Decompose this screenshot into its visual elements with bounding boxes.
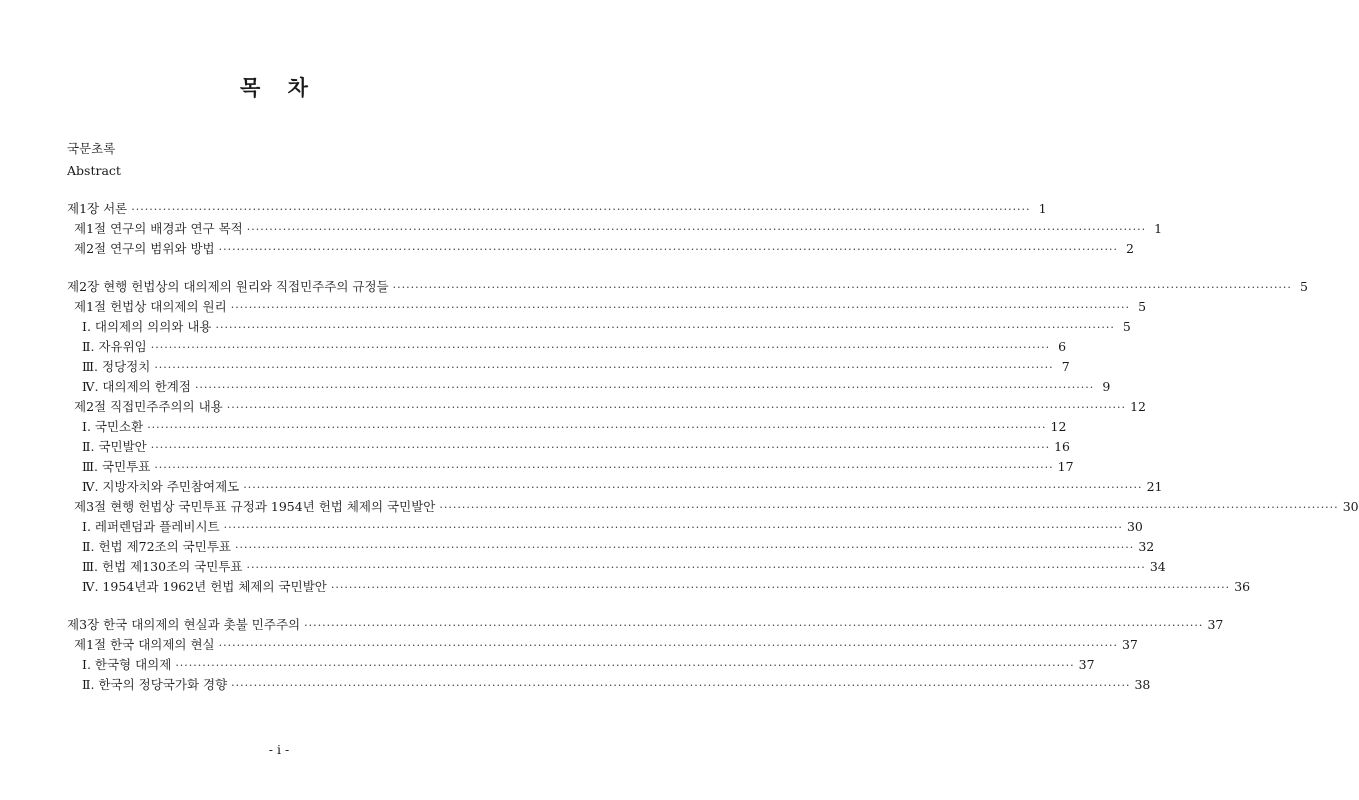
toc-entry: [82, 317, 1131, 337]
toc-entry: [67, 615, 1224, 635]
page-title: 목 차: [240, 75, 318, 100]
toc-entry-title: Ⅱ. 한국의 정당국가화 경향: [82, 677, 228, 692]
toc-entry-title: Ⅱ. 헌법 제72조의 국민투표: [82, 539, 231, 554]
toc-leader-dots: ········································································································································································································: [392, 281, 1292, 294]
toc-entry-title: 제1절 연구의 배경과 연구 목적: [74, 221, 243, 236]
toc-entry: [82, 417, 1067, 437]
toc-entry-title: Ⅰ. 한국형 대의제: [82, 657, 172, 672]
toc-entry-title: Ⅳ. 1954년과 1962년 헌법 체제의 국민발안: [82, 579, 327, 594]
toc-entry: [82, 457, 1074, 477]
toc-entry-page: 30: [1126, 519, 1143, 534]
toc-entry: [74, 239, 1134, 259]
toc-entry-page: 17: [1057, 459, 1074, 474]
toc-entry-page: 1: [1038, 201, 1047, 216]
toc-leader-dots: ········································································································································································································: [215, 321, 1115, 334]
toc-leader-dots: ········································································································································································································: [304, 619, 1204, 632]
toc-entry-page: 37: [1121, 637, 1138, 652]
toc-entry: [74, 397, 1146, 417]
toc-entry-page: 5: [1138, 299, 1147, 314]
toc-entry: [74, 219, 1163, 239]
toc-leader-dots: ········································································································································································································: [234, 541, 1135, 554]
toc-entry-title: Ⅱ. 국민발안: [82, 439, 147, 454]
toc-entry-title: 제1절 한국 대의제의 현실: [74, 637, 215, 652]
toc-entry-title: 제2장 현행 헌법상의 대의제의 원리와 직접민주주의 규정들: [67, 279, 389, 294]
toc-entry-page: 38: [1134, 677, 1151, 692]
toc-leader-dots: ········································································································································································································: [131, 203, 1031, 216]
toc-entry: [67, 277, 1308, 297]
toc-entry-title: Ⅱ. 자유위임: [82, 339, 147, 354]
toc-entry-page: 16: [1054, 439, 1070, 454]
toc-entry: [74, 297, 1147, 317]
toc-entry-page: 12: [1050, 419, 1067, 434]
toc-leader-dots: ········································································································································································································: [150, 441, 1051, 454]
toc-entry-title: 제3장 한국 대의제의 현실과 촛불 민주주의: [67, 617, 301, 632]
toc-entry: [82, 675, 1151, 695]
toc-leader-dots: ········································································································································································································: [194, 381, 1095, 394]
toc-entry-page: 5: [1299, 279, 1308, 294]
toc-leader-dots: ········································································································································································································: [154, 461, 1054, 474]
toc-leader-dots: ········································································································································································································: [218, 243, 1118, 256]
toc-entry: [82, 517, 1143, 537]
toc-leader-dots: ········································································································································································································: [330, 581, 1231, 594]
toc-entry: [82, 557, 1166, 577]
toc-entry-page: 21: [1146, 479, 1163, 494]
toc-entry: [67, 199, 1047, 219]
toc-entry-title: 제2절 연구의 범위와 방법: [74, 241, 215, 256]
toc-entry-title: 제2절 직접민주주의의 내용: [74, 399, 223, 414]
toc-entry-title: 제1절 헌법상 대의제의 원리: [74, 299, 227, 314]
toc-entry-title: Ⅰ. 대의제의 의의와 내용: [82, 319, 212, 334]
toc-entry: [82, 357, 1070, 377]
toc-entry-title: Ⅳ. 대의제의 한계점: [82, 379, 191, 394]
toc-entry-title: Ⅰ. 국민소환: [82, 419, 144, 434]
toc-entry: [74, 497, 1359, 517]
toc-entry-title: Ⅲ. 헌법 제130조의 국민투표: [82, 559, 243, 574]
toc-leader-dots: ········································································································································································································: [150, 341, 1051, 354]
toc-entry-title: 제1장 서론: [67, 201, 128, 216]
toc-leader-dots: ········································································································································································································: [147, 421, 1047, 434]
toc-leader-dots: ········································································································································································································: [218, 639, 1118, 652]
toc-entry-page: 34: [1149, 559, 1166, 574]
toc-entry-page: 2: [1126, 241, 1134, 256]
toc-entry: [82, 477, 1163, 497]
toc-leader-dots: ········································································································································································································: [439, 501, 1339, 514]
toc-entry-title: Ⅰ. 레퍼렌덤과 플레비시트: [82, 519, 220, 534]
toc-entry-page: 7: [1061, 359, 1070, 374]
toc-entry-page: 37: [1207, 617, 1224, 632]
toc-leader-dots: ········································································································································································································: [230, 301, 1131, 314]
toc-leader-dots: ········································································································································································································: [246, 223, 1147, 236]
page-number: - i -: [268, 742, 290, 757]
korean-abstract-label: 국문초록: [67, 141, 116, 156]
toc-entry: [82, 655, 1095, 675]
toc-leader-dots: ········································································································································································································: [154, 361, 1054, 374]
toc-leader-dots: ········································································································································································································: [226, 401, 1127, 414]
toc-entry: [82, 577, 1251, 597]
toc-entry: [82, 377, 1111, 397]
table-of-contents: [0, 199, 1359, 695]
toc-leader-dots: ········································································································································································································: [223, 521, 1123, 534]
toc-entry-title: Ⅳ. 지방자치와 주민참여제도: [82, 479, 240, 494]
toc-entry: [74, 635, 1138, 655]
toc-entry-page: 32: [1138, 539, 1155, 554]
toc-entry-title: Ⅲ. 정당정치: [82, 359, 151, 374]
toc-entry: [82, 337, 1067, 357]
toc-entry-title: Ⅲ. 국민투표: [82, 459, 151, 474]
toc-entry-page: 5: [1122, 319, 1131, 334]
toc-entry: [82, 537, 1155, 557]
english-abstract-label: Abstract: [67, 163, 121, 178]
toc-leader-dots: ········································································································································································································: [175, 659, 1075, 672]
toc-entry-page: 36: [1234, 579, 1251, 594]
front-matter: [67, 138, 121, 182]
toc-entry-title: 제3절 현행 헌법상 국민투표 규정과 1954년 헌법 체제의 국민발안: [74, 499, 436, 514]
toc-leader-dots: ········································································································································································································: [243, 481, 1143, 494]
toc-leader-dots: ········································································································································································································: [231, 679, 1131, 692]
toc-leader-dots: ········································································································································································································: [246, 561, 1146, 574]
toc-entry: [82, 437, 1070, 457]
toc-entry-page: 9: [1102, 379, 1111, 394]
toc-entry-page: 1: [1154, 221, 1163, 236]
toc-entry-page: 37: [1078, 657, 1095, 672]
toc-entry-page: 6: [1058, 339, 1067, 354]
toc-entry-page: 30: [1342, 499, 1359, 514]
toc-entry-page: 12: [1130, 399, 1146, 414]
